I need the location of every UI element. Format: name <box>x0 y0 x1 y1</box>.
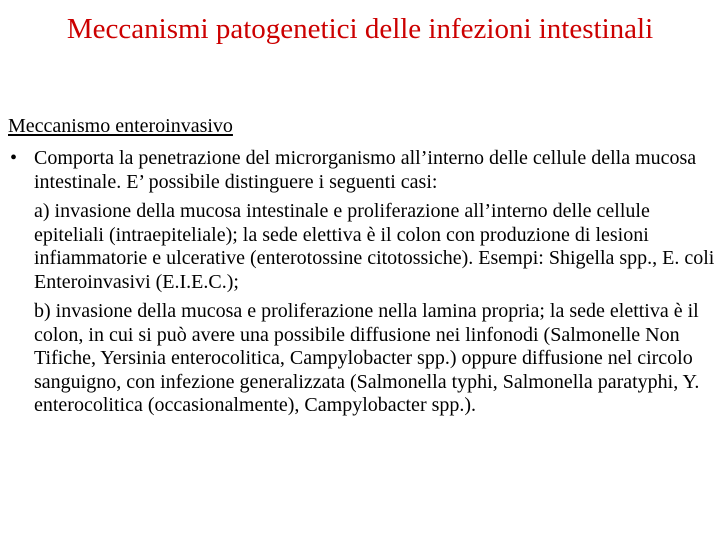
bullet-content <box>34 147 716 418</box>
case-a-text: a) invasione della mucosa intestinale e proliferazione all’interno delle cellule epiteliali (intraepiteliale); la sede elettiva è il colon con produzione di lesioni infiammatorie e ulcerative (enterotossine citotossiche). Esempi: Shigella spp., E. coli Enteroinvasivi (E.I.E.C.); <box>34 200 715 293</box>
bullet-item <box>8 147 716 418</box>
bullet-icon: • <box>10 147 18 169</box>
slide-title: Meccanismi patogenetici delle infezioni intestinali <box>66 13 654 45</box>
section-heading: Meccanismo enteroinvasivo <box>8 115 233 137</box>
bullet-intro-text: Comporta la penetrazione del microrganismo all’interno delle cellule della mucosa intestinale. E’ possibile distinguere i seguenti casi: <box>34 147 697 193</box>
bullet-list <box>8 147 716 418</box>
case-b-text: b) invasione della mucosa e proliferazione nella lamina propria; la sede elettiva è il colon, in cui si può avere una possibile diffusione nei linfonodi (Salmonelle Non Tifiche, Yersinia enterocolitica, Campylobacter spp.) oppure diffusione nel circolo sanguigno, con infezione generalizzata (Salmonella typhi, Salmonella paratyphi, Y. enterocolitica (occasionalmente), Campylobacter spp.). <box>34 300 700 416</box>
